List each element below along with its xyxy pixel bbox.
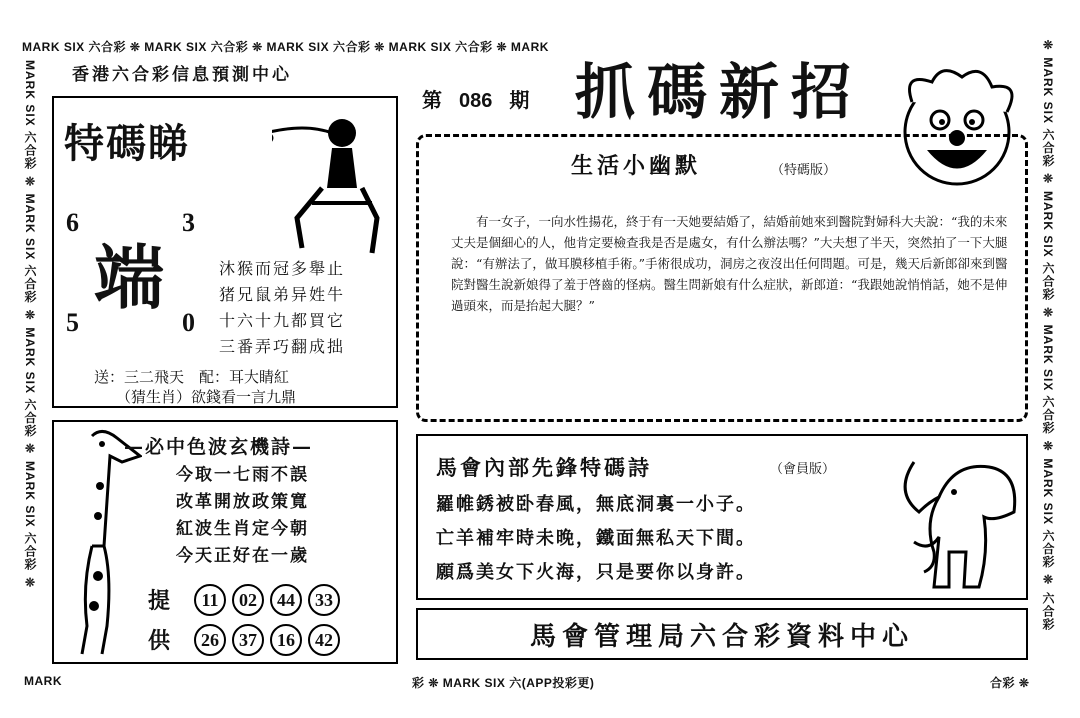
vanguard-line: 羅帷銹被卧春風，無底洞裏一小子。 <box>436 494 756 515</box>
poem-line: 三番弄巧翻成拙 <box>219 337 346 356</box>
vanguard-tag: （會員版） <box>770 462 836 477</box>
corner-number-tr: 3 <box>182 208 195 237</box>
poem-line: 十六十九都買它 <box>219 311 346 330</box>
center-char: 端 <box>94 236 164 319</box>
humor-box <box>416 134 1028 422</box>
bottom-strip-mid: 彩 ❊ MARK SIX 六(APP投彩更) <box>412 676 595 690</box>
vanguard-line: 願爲美女下火海，只是要你以身許。 <box>436 562 756 583</box>
special-code-box <box>52 96 398 408</box>
gift-line: 送：三二飛天 配：耳大睛紅 <box>94 368 290 386</box>
right-strip: ❊ MARK SIX 六合彩 ❊ MARK SIX 六合彩 ❊ MARK SIX 六合彩 ❊ MARK SIX 六合彩 ❊ 六合彩 <box>1041 38 1055 632</box>
special-poem <box>219 256 345 360</box>
special-title: 特碼睇 <box>64 120 190 167</box>
left-strip: MARK SIX 六合彩 ❊ MARK SIX 六合彩 ❊ MARK SIX 六合彩 ❊ MARK SIX 六合彩 ❊ <box>23 60 37 591</box>
color-poem-lines <box>176 462 309 570</box>
color-poem-line: 改革開放政策寬 <box>176 492 309 512</box>
vanguard-title: 馬會內部先鋒特碼詩 <box>436 455 652 480</box>
hint-line: （猜生肖）欲錢看一言九鼎 <box>116 388 297 406</box>
label-top: 提 <box>148 588 171 614</box>
vanguard-box <box>416 434 1028 600</box>
corner-number-tl: 6 <box>66 208 79 237</box>
number-ball: 42 <box>308 624 340 656</box>
woman-figure-icon <box>272 108 392 258</box>
color-poem-line: 紅波生肖定今朝 <box>176 519 309 539</box>
number-ball: 26 <box>194 624 226 656</box>
corner-number-br: 0 <box>182 308 195 337</box>
corner-number-bl: 5 <box>66 308 79 337</box>
issue-suffix: 期 <box>509 88 530 112</box>
color-poem-line: 今天正好在一歲 <box>176 546 309 566</box>
issue-line <box>422 84 529 113</box>
humor-title: 生活小幽默 <box>571 153 702 179</box>
footer-banner-text: 馬會管理局六合彩資料中心 <box>529 621 914 652</box>
color-poem-line: 今取一七雨不誤 <box>176 465 309 485</box>
humor-story: 有一女子，一向水性揚花，終于有一天她要結婚了，結婚前她來到醫院對婦科大夫說：“我的未來丈夫是個細心的人，他肯定要檢查我是否是處女，有什么辦法嗎？”大夫想了半天，突然拍了一下大腿說：“有辦法了，做耳膜移植手術。”手術很成功，洞房之夜沒出任何問題。可是，幾天后新郎卻來到醫院對醫生說新娘得了羞于啓齒的怪病。醫生問新娘有什么症狀，新郎道：“我跟她說悄悄話，她不是伸過頭來，而是抬起大腿？” <box>451 214 1008 313</box>
number-ball: 44 <box>270 584 302 616</box>
issue-prefix: 第 <box>422 88 442 112</box>
number-ball: 02 <box>232 584 264 616</box>
vanguard-lines <box>436 488 906 590</box>
number-row-1 <box>194 584 346 616</box>
top-strip: MARK SIX 六合彩 ❊ MARK SIX 六合彩 ❊ MARK SIX 六合彩 ❊ MARK SIX 六合彩 ❊ MARK <box>22 40 549 54</box>
humor-tag: （特碼版） <box>771 163 837 178</box>
number-ball: 11 <box>194 584 226 616</box>
color-poem-title: —必中色波玄機詩— <box>124 436 314 458</box>
label-bottom: 供 <box>148 628 171 654</box>
issue-number: 086 <box>458 90 493 112</box>
org-title: 香港六合彩信息預測中心 <box>72 65 292 85</box>
number-row-2 <box>194 624 346 656</box>
vanguard-line: 亡羊補牢時未晚，鐵面無私天下間。 <box>436 528 756 549</box>
number-ball: 16 <box>270 624 302 656</box>
giraffe-icon <box>62 426 142 656</box>
elephant-icon <box>894 442 1024 592</box>
poem-line: 沐猴而冠多舉止 <box>219 259 346 278</box>
number-ball: 33 <box>308 584 340 616</box>
bottom-strip-right: 合彩 ❊ <box>990 676 1030 690</box>
number-ball: 37 <box>232 624 264 656</box>
main-title: 抓碼新招 <box>575 58 863 128</box>
footer-banner <box>416 608 1028 660</box>
poem-line: 猪兄鼠弟异姓牛 <box>219 285 346 304</box>
color-poem-box <box>52 420 398 664</box>
bottom-strip-left: MARK <box>24 674 62 688</box>
